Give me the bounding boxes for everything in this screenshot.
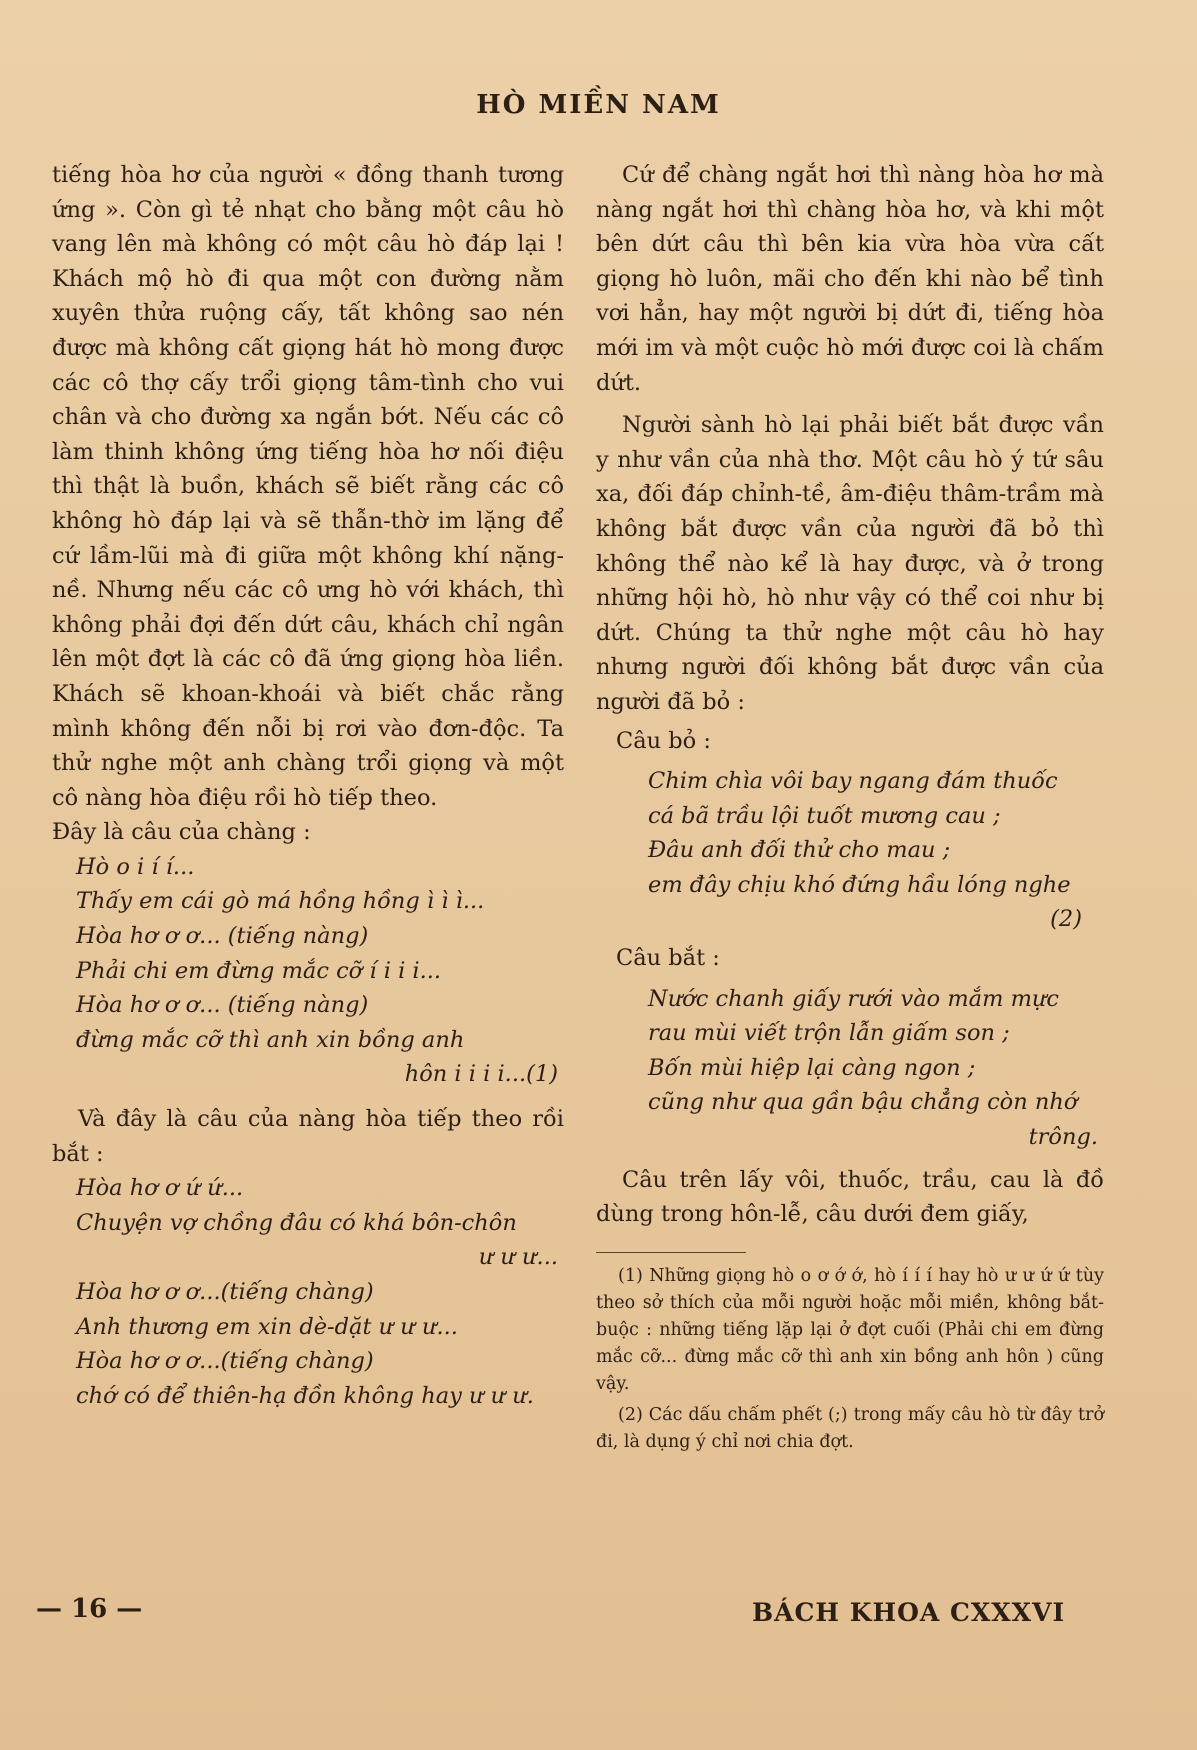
chang-intro: Đây là câu của chàng : <box>52 819 311 846</box>
footnotes <box>596 1263 1104 1456</box>
page-number: — 16 — <box>36 1594 143 1624</box>
left-column <box>52 158 564 1413</box>
journal-name: BÁCH KHOA CXXXVI <box>752 1598 1066 1627</box>
verse-line: Hò o i í í... <box>76 853 195 880</box>
verse-line: chớ có để thiên-hạ đồn không hay ư ư ư. <box>76 1382 534 1409</box>
poem-line: Bốn mùi hiệp lại càng ngon ; <box>648 1054 976 1081</box>
footnote-1: (1) Những giọng hò o ơ ớ ớ, hò í í í hay hò ư ư ứ ứ tùy theo sở thích của mỗi người hoặc mỗi miền, không bắt-buộc : những tiếng lặp lại ở đợt cuối (Phải chi em đừng mắc cỡ... đừng mắc cỡ thì anh xin bồng anh hôn ) cũng vậy. <box>596 1265 1104 1394</box>
poem-line: cá bã trầu lội tuốt mương cau ; <box>648 802 1001 829</box>
poem-line: rau mùi viết trộn lẫn giấm son ; <box>648 1020 1010 1047</box>
footnote-separator <box>596 1252 746 1253</box>
verse-line: Hòa hơ ơ ơ...(tiếng chàng) <box>76 1348 374 1375</box>
poem-bat <box>648 982 1104 1155</box>
verse-line: Hòa hơ ơ ứ ứ... <box>76 1175 244 1202</box>
poem-line: Chim chìa vôi bay ngang đám thuốc <box>648 768 1058 795</box>
poem-line: Đâu anh đối thử cho mau ; <box>648 837 951 864</box>
verse-nang <box>52 1171 564 1413</box>
cau-bo-label: Câu bỏ : <box>616 727 711 754</box>
poem-bo <box>648 764 1104 902</box>
cau-bat-label: Câu bắt : <box>616 945 720 972</box>
verse-line: Phải chi em đừng mắc cỡ í i i i... <box>76 957 442 984</box>
paragraph-1: Cứ để chàng ngắt hơi thì nàng hòa hơ mà nàng ngắt hơi thì chàng hòa hơ, và khi một bên dứt câu thì bên kia vừa hòa vừa cất giọng hò luôn, mãi cho đến khi nào bể tình vơi hẳn, hay một người bị dứt đi, tiếng hòa mới im và một cuộc hò mới được coi là chấm dứt. <box>596 162 1104 396</box>
poem-line: trông. <box>1028 1124 1098 1151</box>
verse-line: đừng mắc cỡ thì anh xin bồng anh <box>76 1026 465 1053</box>
verse-line: ư ư ư... <box>478 1244 558 1271</box>
nang-intro: Và đây là câu của nàng hòa tiếp theo rồi bắt : <box>52 1106 564 1167</box>
verse-chang <box>52 850 564 1092</box>
poem-line: Nước chanh giấy rưới vào mắm mực <box>648 985 1059 1012</box>
intro-paragraph: tiếng hòa hơ của người « đồng thanh tương ứng ». Còn gì tẻ nhạt cho bằng một câu hò vang lên mà không có một câu hò đáp lại ! Khách mộ hò đi qua một con đường nằm xuyên thửa ruộng cấy, tất không sao nén được mà không cất giọng hát hò mong được các cô thợ cấy trổi giọng tâm-tình cho vui chân và cho đường xa ngắn bớt. Nếu các cô làm thinh không ứng tiếng hòa hơ nối điệu thì thật là buồn, khách sẽ biết rằng các cô không hò đáp lại và sẽ thẫn-thờ im lặng để cứ lầm-lũi mà đi giữa một không khí nặng-nề. Nhưng nếu các cô ưng hò với khách, thì không phải đợi đến dứt câu, khách chỉ ngân lên một đợt là các cô đã ứng giọng hòa liền. Khách sẽ khoan-khoái và biết chắc rằng mình không đến nỗi bị rơi vào đơn-độc. Ta thử nghe một anh chàng trổi giọng và một cô nàng hòa điệu rồi hò tiếp theo. <box>52 162 564 811</box>
right-column <box>596 158 1104 1456</box>
verse-line: Chuyện vợ chồng đâu có khá bôn-chôn <box>76 1209 517 1236</box>
verse-line: hôn i i i i...(1) <box>404 1061 558 1088</box>
paragraph-2: Người sành hò lại phải biết bắt được vần y như vần của nhà thơ. Một câu hò ý tứ sâu xa, đối đáp chỉnh-tề, âm-điệu thâm-trầm mà không bắt được vần của người đã bỏ thì không thể nào kể là hay được, và ở trong những hội hò, hò như vậy có thể coi như bị dứt. Chúng ta thử nghe một câu hò hay nhưng người đối không bắt được vần của người đã bỏ : <box>596 412 1104 715</box>
footnote-2: (2) Các dấu chấm phết (;) trong mấy câu hò từ đây trở đi, là dụng ý chỉ nơi chia đợt. <box>596 1404 1104 1452</box>
poem-line: em đây chịu khó đứng hầu lóng nghe <box>648 871 1071 898</box>
verse-line: Thấy em cái gò má hồng hồng ì ì ì... <box>76 888 485 915</box>
paragraph-3: Câu trên lấy vôi, thuốc, trầu, cau là đồ dùng trong hôn-lễ, câu dưới đem giấy, <box>596 1166 1104 1228</box>
verse-line: Anh thương em xin dè-dặt ư ư ư... <box>76 1313 458 1340</box>
footnote-marker: (2) <box>1050 906 1082 933</box>
verse-line: Hòa hơ ơ ơ...(tiếng chàng) <box>76 1279 374 1305</box>
running-header: HÒ MIỀN NAM <box>476 90 721 120</box>
verse-line: Hòa hơ ơ ơ... (tiếng nàng) <box>76 923 369 950</box>
poem-line: cũng như qua gần bậu chẳng còn nhớ <box>648 1089 1078 1116</box>
verse-line: Hòa hơ ơ ơ... (tiếng nàng) <box>76 992 369 1019</box>
